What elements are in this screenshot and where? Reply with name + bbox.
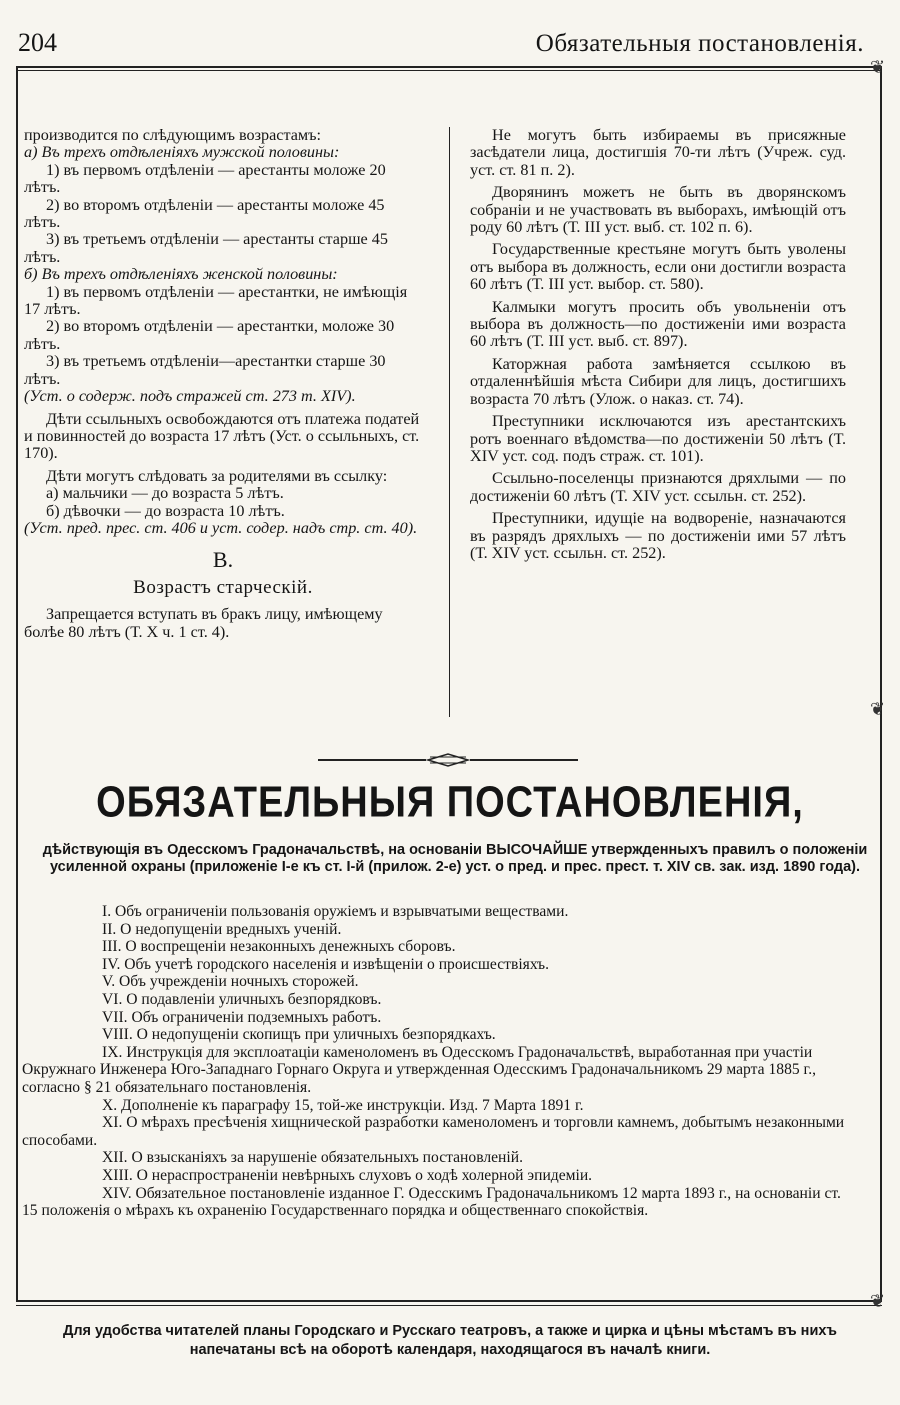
- list-item: IX. Инструкція для эксплоатаціи каменоломенъ въ Одесскомъ Градоначальствѣ, выработанная при участіи Окружнаго Инженера Юго-Западнаго Горнаго Округа и утвержденная Одесскимъ Градоначальникомъ 29 марта 1885 г., согласно § 21 обязательнаго постановленія.: [22, 1043, 816, 1096]
- section-title: Возрастъ старческій.: [133, 576, 313, 598]
- main-title: ОБЯЗАТЕЛЬНЫЯ ПОСТАНОВЛЕНІЯ,: [96, 778, 804, 828]
- header-rule-thin: [16, 70, 882, 71]
- side-ornament-icon: ❦: [870, 1291, 886, 1311]
- list-item: VIII. О недопущеніи скопищъ при уличныхъ безпорядкахъ.: [102, 1026, 496, 1044]
- paragraph: Ссыльно-поселенцы признаются дряхлыми — по достиженіи 60 лѣтъ (Т. XIV уст. ссыльн. ст. 252).: [470, 469, 846, 505]
- list-item: X. Дополненіе къ параграфу 15, той-же инструкціи. Изд. 7 Марта 1891 г.: [102, 1096, 584, 1114]
- paragraph: Преступники исключаются изъ арестантскихъ ротъ военнаго вѣдомства—по достиженіи 50 лѣтъ (Т. XIV уст. сод. подъ страж. ст. 101).: [470, 412, 846, 465]
- text-line: 1) въ первомъ отдѣленіи — арестанты моложе 20 лѣтъ.: [24, 160, 386, 197]
- paragraph: Каторжная работа замѣняется ссылкою въ отдаленнѣйшія мѣста Сибири для лицъ, достигшихъ возраста 70 лѣтъ (Улож. о наказ. ст. 74).: [470, 354, 846, 408]
- section-letter: В.: [212, 547, 234, 573]
- text-line: б) Въ трехъ отдѣленіяхъ женской половины:: [24, 265, 338, 284]
- list-item: XI. О мѣрахъ пресѣченія хищнической разработки каменоломенъ и торговли камнемъ, добытымъ незаконными способами.: [22, 1114, 845, 1149]
- subtitle: дѣйствующія въ Одесскомъ Градоначальствѣ, на основаніи ВЫСОЧАЙШЕ утвержденныхъ правилъ о положеніи усиленной охраны (приложеніе I-е къ ст. I-й (прилож. 2-е) уст. о пред. и прес. прест. т. XIV св. зак. изд. 1890 года).: [42, 842, 868, 875]
- frame-right-rule: [880, 66, 882, 1302]
- text-line: а) Въ трехъ отдѣленіяхъ мужской половины:: [24, 143, 340, 162]
- list-item: XIII. О нераспространеніи невѣрныхъ слуховъ о ходѣ холерной эпидеміи.: [102, 1166, 593, 1184]
- page-number: 204: [18, 28, 57, 57]
- text-line: 2) во второмъ отдѣленіи — арестантки, моложе 30 лѣтъ.: [24, 317, 395, 353]
- frame-left-rule: [16, 66, 18, 1302]
- left-column: [24, 127, 422, 641]
- text-line: б) дѣвочки — до возраста 10 лѣтъ.: [46, 501, 285, 520]
- footer-rule: [16, 1300, 882, 1302]
- paragraph: Преступники, идущіе на водвореніе, назначаются въ разрядъ дряхлыхъ — по достиженіи ими 57 лѣтъ (Т. XIV уст. ссыльн. ст. 252).: [470, 509, 846, 562]
- list-item: XII. О взысканіяхъ за нарушеніе обязательныхъ постановленій.: [102, 1149, 523, 1167]
- list-item: V. Объ учрежденіи ночныхъ сторожей.: [102, 973, 359, 991]
- text-line: а) мальчики — до возраста 5 лѣтъ.: [46, 484, 284, 503]
- list-item: II. О недопущеніи вредныхъ ученій.: [102, 920, 342, 938]
- text-line: 3) въ третьемъ отдѣленіи — арестанты старше 45 лѣтъ.: [24, 230, 388, 266]
- paragraph: Государственные крестьяне могутъ быть уволены отъ выбора въ должность, если они достигли возраста 60 лѣтъ (Т. III уст. выбор. ст. 580).: [470, 240, 846, 294]
- citation: (Уст. о содерж. подъ стражей ст. 273 т. XIV).: [24, 387, 356, 406]
- footer-rule-thin: [16, 1305, 882, 1306]
- side-ornament-icon: ❦: [870, 699, 886, 719]
- list-item: VI. О подавленіи уличныхъ безпорядковъ.: [102, 990, 382, 1008]
- text-line: 1) въ первомъ отдѣленіи — арестантки, не имѣющія 17 лѣтъ.: [24, 282, 408, 319]
- footer-note: Для удобства читателей планы Городскаго и Русскаго театровъ, а также и цирка и цѣны мѣстамъ въ нихъ напечатаны всѣ на оборотѣ календаря, находящагося въ началѣ книги.: [63, 1323, 837, 1358]
- header-rule: [16, 66, 882, 68]
- corner-ornament-icon: ❦: [870, 57, 886, 77]
- list-item: VII. Объ ограниченіи подземныхъ работъ.: [102, 1008, 382, 1026]
- list-item: III. О воспрещеніи незаконныхъ денежныхъ сборовъ.: [102, 938, 456, 956]
- list-item: I. Объ ограниченіи пользованія оружіемъ и взрывчатыми веществами.: [102, 903, 569, 920]
- citation: (Уст. пред. прес. ст. 406 и уст. содер. надъ стр. ст. 40).: [24, 518, 418, 537]
- paragraph: Не могутъ быть избираемы въ присяжные засѣдатели лица, достигшія 70-ти лѣтъ (Учреж. суд. уст. ст. 81 п. 2).: [470, 126, 846, 179]
- paragraph: Калмыки могутъ просить объ увольненіи отъ выбора въ должность—по достиженіи ими возраста 60 лѣтъ (Т. III уст. выб. ст. 897).: [470, 297, 846, 351]
- text-line: 3) въ третьемъ отдѣленіи—арестантки старше 30 лѣтъ.: [24, 352, 386, 388]
- running-title: Обязательныя постановленія.: [535, 30, 864, 57]
- text-line: производится по слѣдующимъ возрастамъ:: [24, 126, 322, 144]
- paragraph: Дѣти могутъ слѣдовать за родителями въ ссылку:: [46, 466, 388, 485]
- decorative-separator: [318, 752, 578, 768]
- column-divider: [449, 127, 450, 717]
- right-column: [470, 127, 846, 562]
- paragraph: Дѣти ссыльныхъ освобождаются отъ платежа податей и повинностей до возраста 17 лѣтъ (Уст. о ссыльныхъ, ст. 170).: [24, 409, 420, 463]
- contents-list: [22, 903, 848, 1220]
- list-item: IV. Объ учетѣ городского населенія и извѣщеніи о происшествіяхъ.: [102, 955, 550, 973]
- text-line: 2) во второмъ отдѣленіи — арестанты моложе 45 лѣтъ.: [24, 195, 385, 232]
- paragraph: Дворянинъ можетъ не быть въ дворянскомъ собраніи и не участвовать въ выборахъ, имѣющій отъ роду 60 лѣтъ (Т. III уст. выб. ст. 102 п. 6).: [470, 183, 846, 237]
- paragraph: Запрещается вступать въ бракъ лицу, имѣющему болѣе 80 лѣтъ (Т. X ч. 1 ст. 4).: [24, 605, 383, 641]
- list-item: XIV. Обязательное постановленіе изданное Г. Одесскимъ Градоначальникомъ 12 марта 1893 г., на основаніи ст. 15 положенія о мѣрахъ къ охраненію Государственнаго порядка и общественнаго спокойствія.: [22, 1184, 841, 1220]
